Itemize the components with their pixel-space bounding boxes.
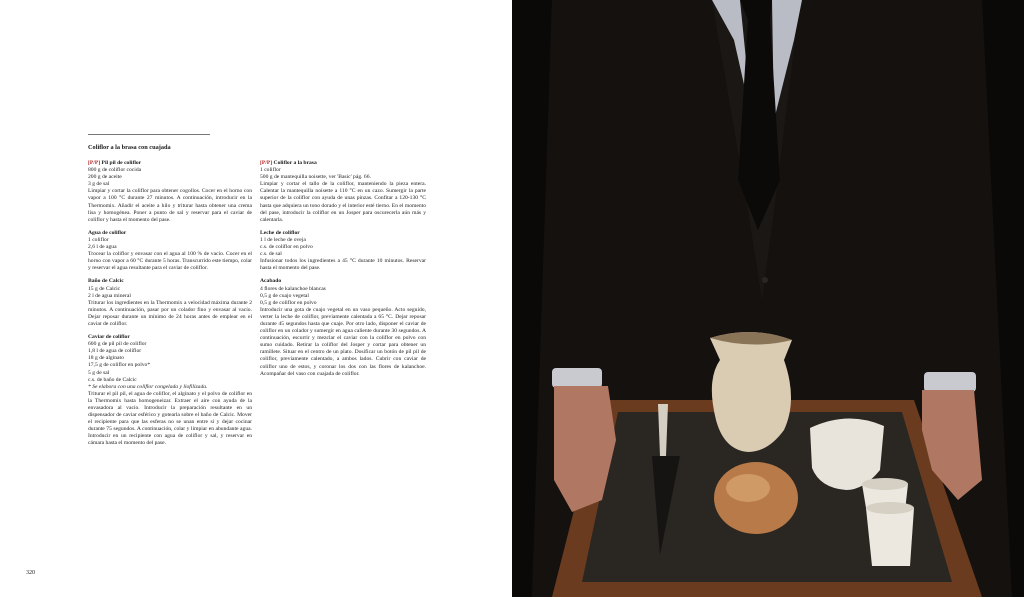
recipe-title: Coliflor a la brasa con cuajada	[88, 144, 171, 151]
page-number: 320	[26, 570, 35, 576]
ingredient-line: c.s. de sal	[260, 251, 282, 258]
section-title: Leche de coliflor	[260, 229, 300, 236]
section-coliflor-brasa	[260, 160, 426, 224]
ingredient-line: 3 g de sal	[88, 181, 110, 188]
section-agua	[88, 230, 252, 273]
right-shirt-cuff	[924, 372, 976, 392]
small-cup-rim	[866, 502, 914, 514]
ingredient-line: 0,5 g de coliflor en polvo	[260, 299, 317, 306]
ingredient-line: 5 g de sal	[88, 369, 110, 376]
small-cup-rim	[862, 478, 908, 490]
section-body: Trocear la coliflor y envasar con el agua al 100 % de vacío. Cocer en el horno con vapor a 60 °C durante 5 horas. Transcurrido este tiempo, colar y reservar el agua resultante para el caviar de coliflor.	[88, 251, 252, 272]
section-body: Limpiar y cortar la coliflor para obtener cogollos. Cocer en el horno con vapor a 100 °C durante 27 minutos. A continuación, introducir en la Thermomix. Añadir el aceite a hilo y triturar hasta obtener una crema lisa y homogénea. Poner a punto de sal y reservar para el caviar de coliflor y hasta el momento del pase.	[88, 188, 252, 223]
ingredient-line: 1 coliflor	[260, 167, 281, 174]
ingredient-line: 18 g de alginato	[88, 355, 124, 362]
ingredient-line: 1 l de leche de oveja	[260, 236, 306, 243]
section-calcic	[88, 278, 252, 328]
ingredient-line: 2,6 l de agua	[88, 244, 117, 251]
ingredient-line: 1,8 l de agua de coliflor	[88, 348, 142, 355]
recipe-column-right	[260, 160, 426, 384]
ingredient-line: 500 g de mantequilla noisette, ver 'Basic' pág. 66.	[260, 174, 371, 181]
ingredient-line: 4 flores de kalanchoe blancas	[260, 285, 326, 292]
section-body: Triturar el pil pil, el agua de coliflor, el alginato y el polvo de coliflor en la Thermomix hasta homogeneizar. Extraer el aire con ayuda de la envasadora al vacío. Introducir la preparación resultante en un dispensador de caviar esférico y gotearla sobre el baño de Calcic. Mover el recipiente para que las esferas no se unan entre sí y dejar cocinar durante 75 segundos. A continuación, colar y limpiar en abundante agua. Introducir en un recipiente con agua de coliflor y sal, y reservar en cámara hasta el momento del pase.	[88, 390, 252, 447]
pp-tag: [P/P]	[88, 160, 101, 166]
ceramic-jug	[710, 332, 792, 452]
ingredient-line: 17,5 g de coliflor en polvo*	[88, 362, 151, 369]
ingredient-line: 0,5 g de cuajo vegetal	[260, 292, 309, 299]
cauliflower-highlight	[726, 474, 770, 502]
jacket-button	[762, 277, 768, 283]
section-title: Coliflor a la brasa	[273, 160, 317, 166]
photo-page	[512, 0, 1024, 597]
section-leche	[260, 230, 426, 273]
footnote: * Se elabora con una coliflor congelada y liofilizada.	[88, 383, 208, 390]
section-title: Agua de coliflor	[88, 229, 127, 236]
section-title: Pil pil de coliflor	[101, 160, 142, 166]
section-body: Infusionar todos los ingredientes a 45 °C durante 10 minutos. Reservar hasta el momento del pase.	[260, 258, 426, 272]
section-title: Acabado	[260, 278, 282, 285]
ingredient-line: 800 g de coliflor cocida	[88, 167, 142, 174]
ingredient-line: 2 l de agua mineral	[88, 292, 131, 299]
dish-photo	[512, 0, 1024, 597]
ingredient-line: c.s. de baño de Calcic	[88, 376, 137, 383]
ingredient-line: 1 coliflor	[88, 236, 109, 243]
left-shirt-cuff	[552, 368, 602, 388]
pp-tag: [P/P]	[260, 160, 273, 166]
section-pil-pil	[88, 160, 252, 224]
section-body: Triturar los ingredientes en la Thermomix a velocidad máxima durante 2 minutos. A continuación, pasar por un colador fino y envasar al vacío. Dejar reposar durante un mínimo de 24 horas antes de emplear en el caviar de coliflor.	[88, 299, 252, 327]
ingredient-line: 200 g de aceite	[88, 174, 122, 181]
ingredient-line: c.s. de coliflor en polvo	[260, 244, 313, 251]
section-acabado	[260, 278, 426, 377]
small-cup	[866, 508, 914, 566]
recipe-column-left	[88, 160, 252, 454]
section-title: Baño de Calcic	[88, 278, 124, 285]
section-caviar	[88, 334, 252, 448]
section-heading	[260, 160, 426, 167]
title-rule	[88, 134, 210, 135]
section-body: Introducir una gota de cuajo vegetal en un vaso pequeño. Acto seguido, verter la leche de coliflor, previamente calentada a 65 °C. Dejar reposar durante 45 segundos hasta que cuaje. Por otro lado, disponer el caviar de coliflor en un colador y sumergir en agua caliente durante 30 segundos. A continuación, escurrir y mezclar el caviar con la coliflor en polvo con sumo cuidado. Retirar la coliflor del Josper y cortar para obtener un ramillete. Situar en el centro de un plato. Dosificar un botón de pil pil de coliflor, previamente calentado, a ambos lados. Cubrir con caviar de coliflor uno de estos, y coronar los dos con las flores de kalanchoe. Acompañar del vaso con cuajada de coliflor.	[260, 306, 426, 377]
ingredient-line: 15 g de Calcic	[88, 285, 121, 292]
section-body: Limpiar y cortar el tallo de la coliflor, manteniendo la pieza entera. Calentar la mantequilla noisette a 110 °C en un cazo. Sumergir la parte superior de la coliflor con ayuda de unas pinzas. Confitar a 120-130 °C hasta que adquiera un tono dorado y el interior esté tierno. En el momento del pase, introducir la coliflor en un Josper para oscurecerla aún más y calentarla.	[260, 181, 426, 223]
section-title: Caviar de coliflor	[88, 334, 130, 341]
ingredient-line: 600 g de pil pil de coliflor	[88, 341, 147, 348]
